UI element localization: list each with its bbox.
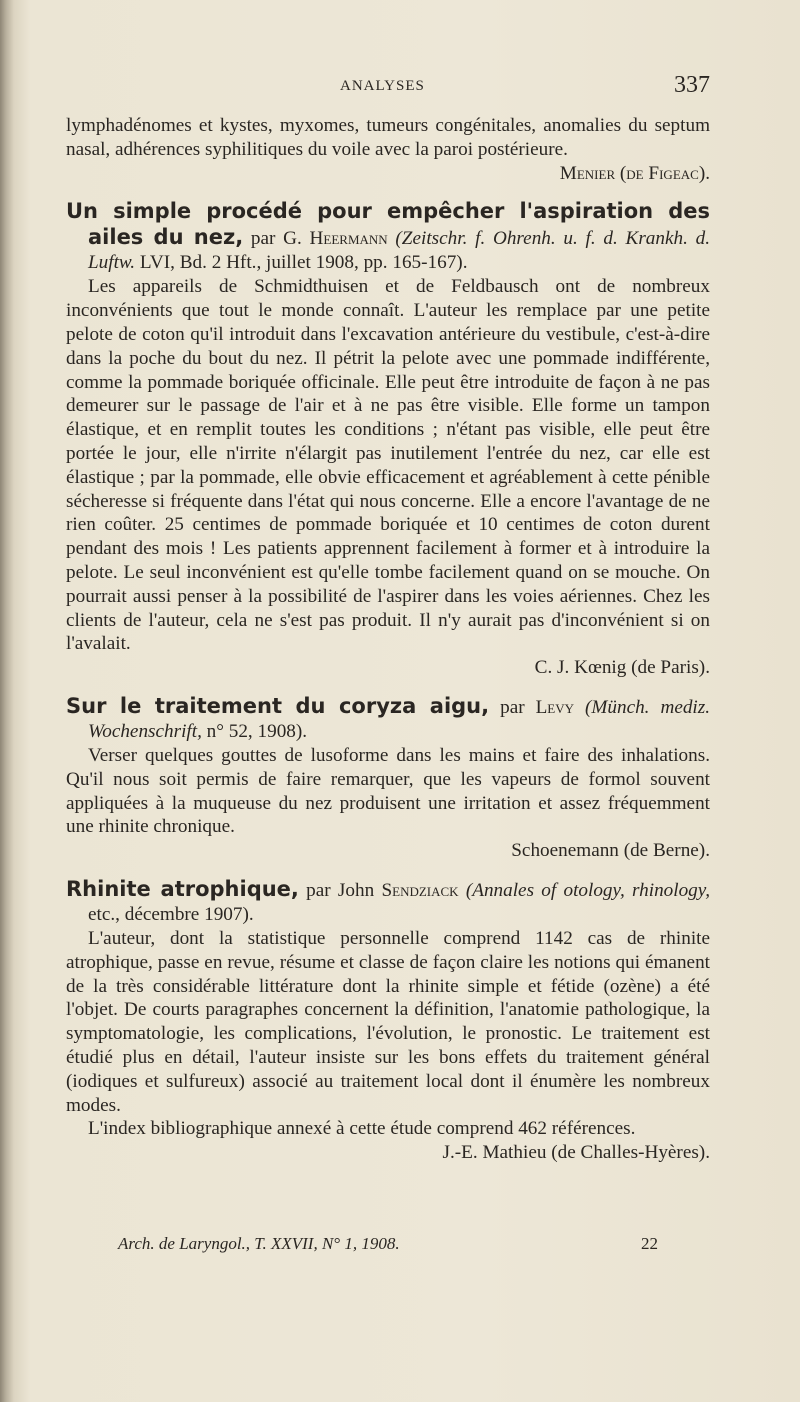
intro-paragraph: lymphadénomes et kystes, myxomes, tumeurs congénitales, anomalies du septum nasal, adhérences syphilitiques du voile avec la paroi postérieure. xyxy=(66,115,710,160)
article-title: Sur le traitement du coryza aigu, par Levy (Münch. mediz. Wochenschrift, n° 52, 1908). xyxy=(66,693,711,742)
article-title: Rhinite atrophique, par John Sendziack (Annales of otology, rhinology, etc., décembre 1907). xyxy=(66,876,711,925)
intro-signature: Menier (de Figeac). xyxy=(559,162,710,184)
article-coryza xyxy=(66,694,710,863)
article-column xyxy=(66,114,710,1165)
article-rhinite xyxy=(66,877,710,1165)
footer-journal: Arch. de Laryngol., T. XXVII, N° 1, 1908. xyxy=(118,1234,400,1253)
article-body: Les appareils de Schmidthuisen et de Feldbausch ont de nombreux inconvénients que tout le monde connaît. L'auteur les remplace par une petite pelote de coton qu'il introduit dans l'excavation antérieure du vestibule, c'est-à-dire dans la poche du bout du nez. Il pétrit la pelote avec une pommade indifférente, comme la pommade boriquée officinale. Elle peut être introduite de façon à ne pas demeurer sur le passage de l'air et à ne pas être visible. Elle forme un tampon élastique, et en remplit toutes les conditions ; n'étant pas visible, elle peut être portée le jour, elle n'irrite n'élargit pas inutilement l'entrée du nez, car elle est élastique ; par la pommade, elle obvie efficacement et agréablement à cette pénible sécheresse si fréquente dans l'état qui nous concerne. Elle a encore l'avantage de ne rien coûter. 25 centimes de pommade boriquée et 10 centimes de coton durent pendant des mois ! Les patients apprennent facilement à former et à introduire la pelote. Le seul inconvénient est qu'elle tombe facilement quand on se mouche. On pourrait aussi penser à la possibilité de l'aspirer dans les voies aériennes. Chez les clients de l'auteur, cela ne s'est pas produit. Il n'y aurait pas d'inconvénient si on l'avalait. xyxy=(66,276,710,655)
page-footer xyxy=(118,1234,658,1254)
page-number: 337 xyxy=(674,72,710,98)
article-signature: J.-E. Mathieu (de Challes-Hyères). xyxy=(442,1142,710,1164)
article-body: Verser quelques gouttes de lusoforme dans les mains et faire des inhalations. Qu'il nous soit permis de faire remarquer, que les vapeurs de formol souvent appliquées à la muqueuse du nez produisent une irritation et assez fréquemment une rhinite chronique. xyxy=(66,744,710,838)
signature-mark: 22 xyxy=(641,1234,658,1253)
article-signature: Schoenemann (de Berne). xyxy=(511,840,710,862)
article-aspiration xyxy=(66,199,710,680)
article-title: Un simple procédé pour empêcher l'aspiration des ailes du nez, par G. Heermann (Zeitschr. f. Ohrenh. u. f. d. Krankh. d. Luftw. LVI, Bd. 2 Hft., juillet 1908, pp. 165-167). xyxy=(66,199,710,274)
article-body: L'auteur, dont la statistique personnelle comprend 1142 cas de rhinite atrophique, passe en revue, résume et classe de façon claire les notions qui émanent de la très considérable littérature dont la rhinite simple et fétide (ozène) a été l'objet. De courts paragraphes concernent la définition, l'anatomie pathologique, la symptomatologie, les complications, l'évolution, le pronostic. Le traitement est étudié plus en détail, l'auteur insiste sur les bons effets du traitement général (iodiques et sulfureux) associé au traitement local dont il énumère les nombreux modes. xyxy=(66,927,710,1116)
page-header xyxy=(60,72,710,100)
running-title: ANALYSES xyxy=(340,78,425,94)
article-body-index: L'index bibliographique annexé à cette étude comprend 462 références. xyxy=(88,1118,636,1140)
article-signature: C. J. Kœnig (de Paris). xyxy=(534,657,710,679)
